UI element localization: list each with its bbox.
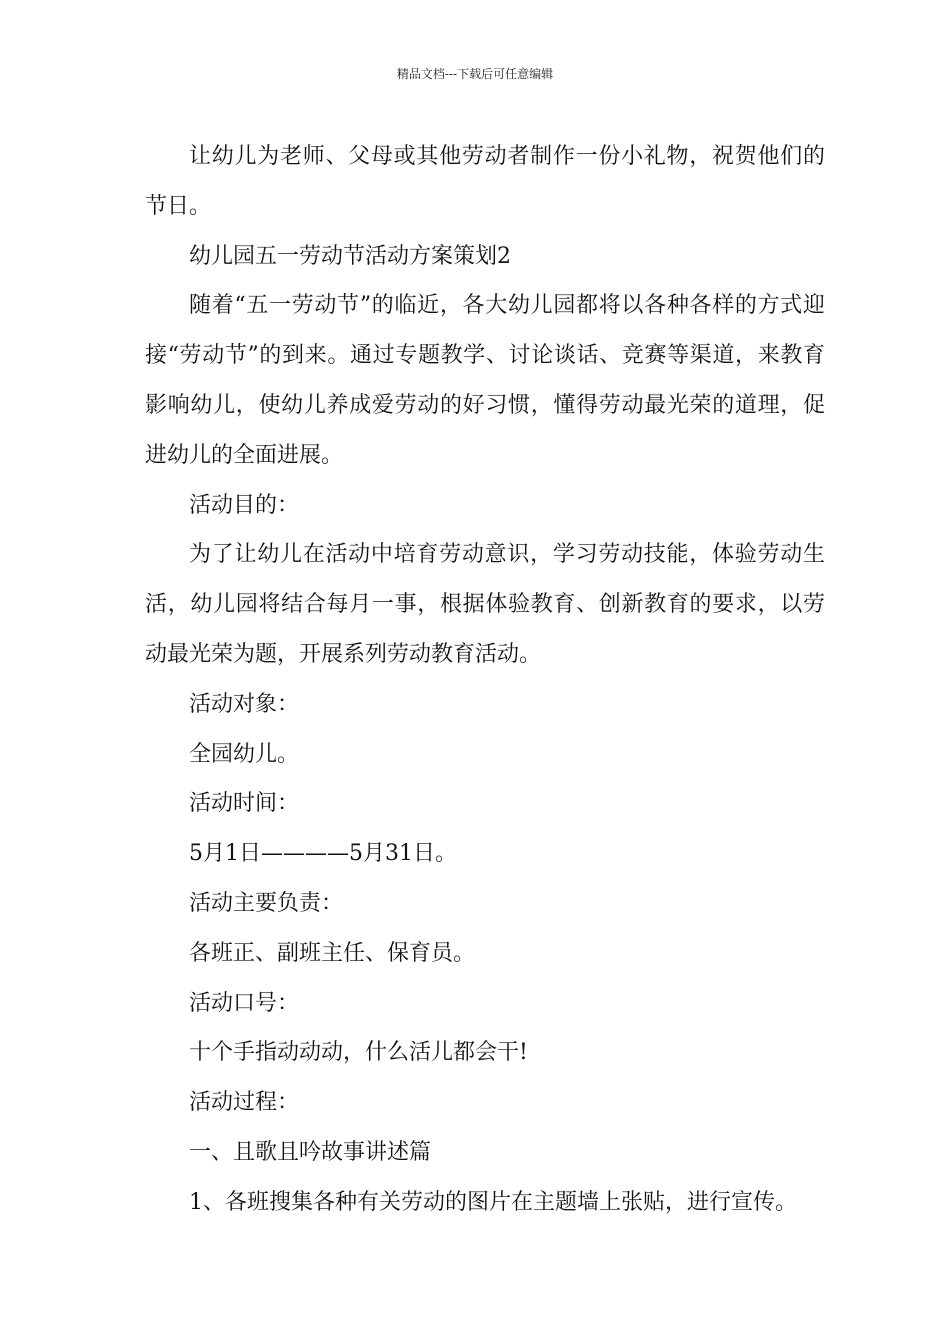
- subheading-story-section: 一、且歌且吟故事讲述篇: [189, 1139, 432, 1165]
- paragraph-purpose: 为了让幼儿在活动中培育劳动意识，学习劳动技能，体验劳动生活，幼儿园将结合每月一事，根据体验教育、创新教育的要求，以劳动最光荣为题，开展系列劳动教育活动。: [145, 542, 825, 667]
- paragraph-intro: 随着“五一劳动节”的临近，各大幼儿园都将以各种各样的方式迎接“劳动节”的到来。通过专题教学、讨论谈话、竞赛等渠道，来教育影响幼儿，使幼儿养成爱劳动的好习惯，懂得劳动最光荣的道理，促进幼儿的全面进展。: [145, 293, 825, 468]
- heading-activity-purpose: 活动目的：: [189, 492, 300, 518]
- heading-activity-target: 活动对象：: [189, 691, 300, 717]
- paragraph-target: 全园幼儿。: [189, 741, 300, 767]
- section-title: 幼儿园五一劳动节活动方案策划2: [189, 243, 511, 269]
- paragraph-slogan: 十个手指动动动，什么活儿都会干!: [189, 1040, 528, 1066]
- heading-activity-slogan: 活动口号：: [189, 990, 300, 1016]
- heading-activity-time: 活动时间：: [189, 791, 300, 817]
- heading-activity-process: 活动过程：: [189, 1090, 300, 1116]
- page-header: 精品文档---下载后可任意编辑: [396, 67, 554, 81]
- document-body: [145, 132, 825, 1228]
- paragraph-step-1: 1、各班搜集各种有关劳动的图片在主题墙上张贴，进行宣传。: [189, 1189, 797, 1215]
- paragraph-responsible: 各班正、副班主任、保育员。: [189, 940, 476, 966]
- paragraph-gift: 让幼儿为老师、父母或其他劳动者制作一份小礼物，祝贺他们的节日。: [145, 144, 825, 219]
- paragraph-time: 5月1日————5月31日。: [189, 841, 457, 867]
- heading-activity-responsible: 活动主要负责：: [189, 890, 344, 916]
